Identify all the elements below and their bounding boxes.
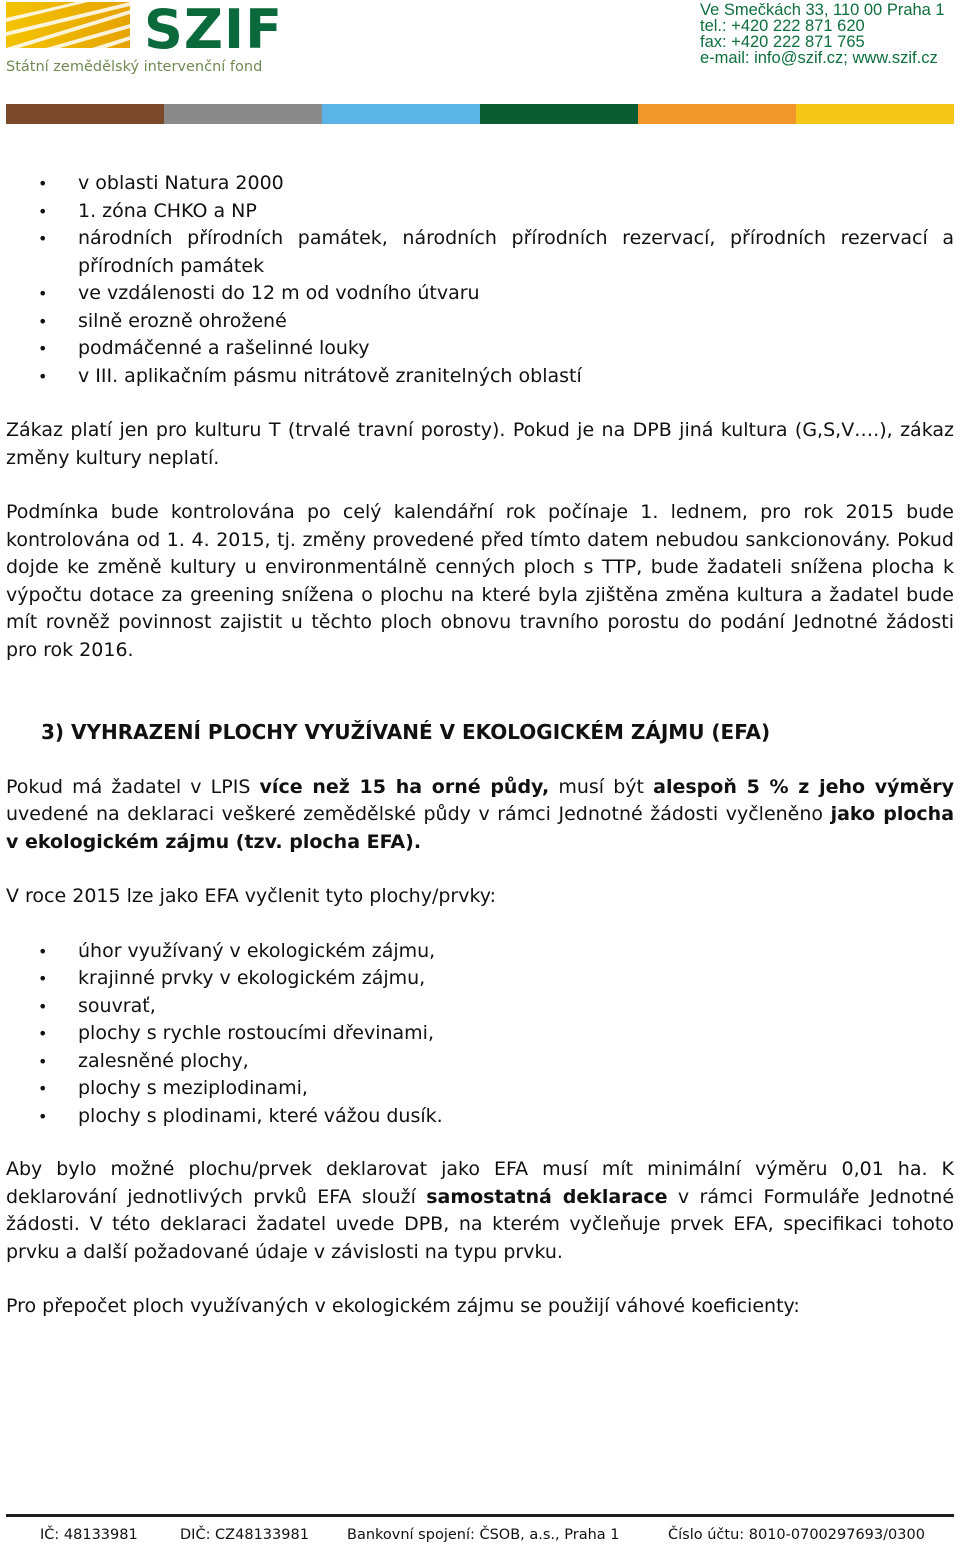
footer-bank: Bankovní spojení: ČSOB, a.s., Praha 1: [347, 1527, 620, 1543]
stripe-segment: [164, 104, 322, 124]
stripe-segment: [322, 104, 480, 124]
paragraph-efa-requirement: Pokud má žadatel v LPIS více než 15 ha orné půdy, musí být alespoň 5 % z jeho výměry uvedené na deklaraci veškeré zemědělské půdy v rámci Jednotné žádosti vyčleněno jako plocha v ekologickém zájmu (tzv. plocha EFA).: [6, 775, 955, 853]
footer-ico: IČ: 48133981: [40, 1527, 138, 1543]
list-item: • v oblasti Natura 2000: [6, 170, 954, 198]
paragraph-coefficients: Pro přepočet ploch využívaných v ekologickém zájmu se použijí váhové koeficienty:: [6, 1295, 800, 1317]
efa-list: [6, 938, 954, 1131]
email-web: e-mail: info@szif.cz; www.szif.cz: [700, 49, 938, 67]
logo-subtitle: Státní zemědělský intervenční fond: [6, 59, 263, 75]
paragraph-efa-intro: V roce 2015 lze jako EFA vyčlenit tyto plochy/prvky:: [6, 885, 497, 907]
logo-wordmark: SZIF: [144, 0, 284, 61]
szif-logo: [6, 2, 286, 78]
paragraph-ban-note: Zákaz platí jen pro kulturu T (trvalé travní porosty). Pokud je na DPB jiná kultura (G,S,V….), zákaz změny kultury neplatí.: [6, 419, 954, 469]
footer-dic: DIČ: CZ48133981: [180, 1527, 309, 1543]
address: Ve Smečkách 33, 110 00 Praha 1: [700, 1, 945, 19]
letterhead: [0, 0, 960, 100]
list-item: • silně erozně ohrožené: [6, 308, 954, 336]
list-item: • 1. zóna CHKO a NP: [6, 198, 954, 226]
list-item: • zalesněné plochy,: [6, 1048, 954, 1076]
field-stripes-icon: [6, 2, 136, 58]
phone: tel.: +420 222 871 620: [700, 17, 865, 35]
color-stripe: [6, 104, 954, 124]
paragraph-control: Podmínka bude kontrolována po celý kalendářní rok počínaje 1. lednem, pro rok 2015 bude kontrolována od 1. 4. 2015, tj. změny provedené před tímto datem nebudou sankcionovány. Pokud dojde ke změně kultury u environmentálně cenných ploch s TTP, bude žadateli snížena plocha k výpočtu dotace za greening snížena o plochu na které byla zjištěna změna kultura a žadatel bude mít rovněž povinnost zajistit u těchto ploch obnovu travního porostu do podání Jednotné žádosti pro rok 2016.: [6, 501, 954, 661]
list-item: • úhor využívaný v ekologickém zájmu,: [6, 938, 954, 966]
contact-block: [700, 2, 950, 66]
list-item: • souvrať,: [6, 993, 954, 1021]
fax: fax: +420 222 871 765: [700, 33, 865, 51]
section-heading: 3) VYHRAZENÍ PLOCHY VYUŽÍVANÉ V EKOLOGICKÉM ZÁJMU (EFA): [41, 720, 771, 744]
list-item: • plochy s meziplodinami,: [6, 1075, 954, 1103]
stripe-segment: [6, 104, 164, 124]
restriction-list: [6, 170, 954, 390]
stripe-segment: [796, 104, 954, 124]
stripe-segment: [480, 104, 638, 124]
list-item: • ve vzdálenosti do 12 m od vodního útvaru: [6, 280, 954, 308]
list-item: • národních přírodních památek, národních přírodních rezervací, přírodních rezervací a přírodních památek: [6, 225, 954, 280]
stripe-segment: [638, 104, 796, 124]
footer-account: Číslo účtu: 8010-0700297693/0300: [668, 1527, 925, 1543]
paragraph-efa-declaration: Aby bylo možné plochu/prvek deklarovat jako EFA musí mít minimální výměru 0,01 ha. K deklarování jednotlivých prvků EFA slouží samostatná deklarace v rámci Formuláře Jednotné žádosti. V této deklaraci žadatel uvede DPB, na kterém vyčleňuje prvek EFA, specifikaci tohoto prvku a další požadované údaje v závislosti na typu prvku.: [6, 1158, 955, 1263]
list-item: • podmáčenné a rašelinné louky: [6, 335, 954, 363]
footer: [6, 1514, 954, 1547]
list-item: • krajinné prvky v ekologickém zájmu,: [6, 965, 954, 993]
document-body: [6, 170, 954, 1321]
list-item: • plochy s plodinami, které vážou dusík.: [6, 1103, 954, 1131]
list-item: • v III. aplikačním pásmu nitrátově zranitelných oblastí: [6, 363, 954, 391]
list-item: • plochy s rychle rostoucími dřevinami,: [6, 1020, 954, 1048]
